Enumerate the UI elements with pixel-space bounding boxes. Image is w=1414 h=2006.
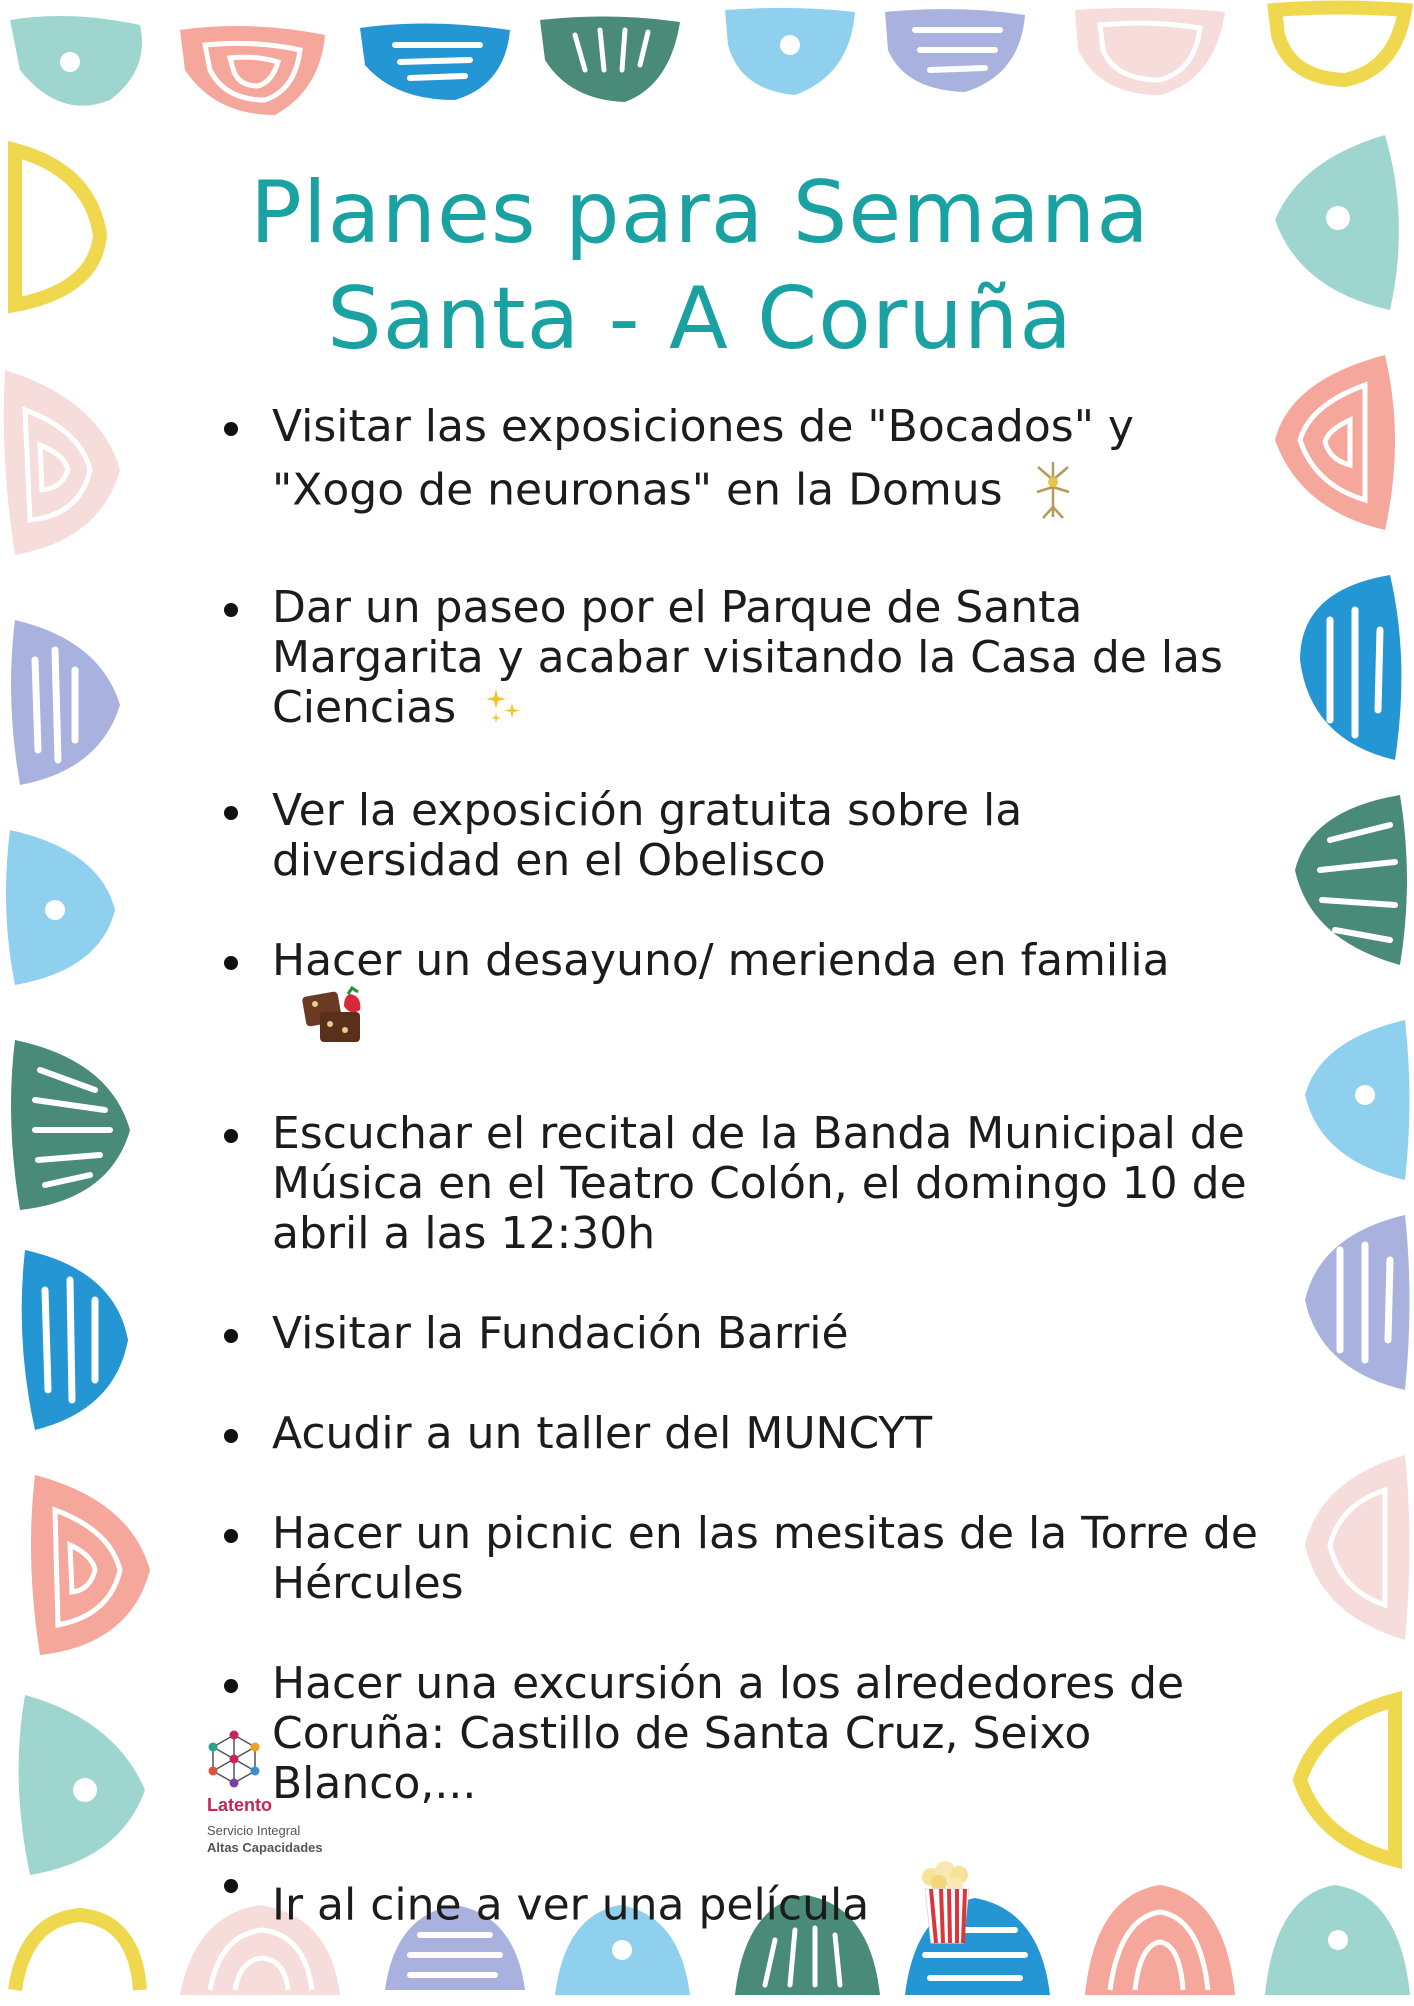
- list-item: [212, 583, 1262, 736]
- bullet: [224, 603, 238, 617]
- plans-list: [212, 402, 1262, 2006]
- shape-blue-top: [360, 23, 510, 100]
- bullet: [224, 1879, 238, 1893]
- list-item: [212, 1659, 1262, 1809]
- logo-name: Latento: [207, 1795, 272, 1815]
- item-text: Hacer una excursión a los alrededores de Coruña: Castillo de Santa Cruz, Seixo Blanco,...: [272, 1657, 1185, 1809]
- bullet: [224, 806, 238, 820]
- bullet: [224, 1129, 238, 1143]
- list-item: [212, 936, 1262, 1059]
- brownie-icon: [300, 986, 370, 1059]
- list-item: [212, 1109, 1262, 1259]
- list-item: [212, 402, 1262, 533]
- sparkles-icon: [486, 685, 522, 736]
- shape-salmon-top: [180, 26, 325, 115]
- item-text: Hacer un desayuno/ merienda en familia: [272, 934, 1170, 986]
- shape-teal-top: [540, 16, 680, 102]
- item-text: Acudir a un taller del MUNCYT: [272, 1407, 933, 1459]
- item-text: Visitar las exposiciones de "Bocados" y "Xogo de neuronas" en la Domus: [272, 401, 1134, 516]
- item-text: Hacer un picnic en las mesitas de la Torre de Hércules: [272, 1507, 1259, 1609]
- page-title: Planes para Semana Santa - A Coruña: [250, 163, 1150, 369]
- bullet: [224, 1679, 238, 1693]
- item-text: Escuchar el recital de la Banda Municipal de Música en el Teatro Colón, el domingo 10 de abril a las 12:30h: [272, 1107, 1247, 1259]
- logo-line-1: Servicio Integral: [207, 1823, 301, 1838]
- bullet: [224, 422, 238, 436]
- item-text: Visitar la Fundación Barrié: [272, 1307, 849, 1359]
- list-item: [212, 1509, 1262, 1609]
- logo: [205, 1730, 263, 1792]
- popcorn-icon: [919, 1859, 975, 1956]
- list-item: [212, 1309, 1262, 1359]
- bullet: [224, 956, 238, 970]
- shape-sky-top: [725, 8, 855, 95]
- shape-pink-top: [1075, 8, 1225, 95]
- list-item: [212, 786, 1262, 886]
- list-item: [212, 1409, 1262, 1459]
- bullet: [224, 1329, 238, 1343]
- item-text: Ir al cine a ver una película: [272, 1879, 870, 1930]
- neuron-icon: [1033, 452, 1073, 533]
- logo-line-2: Altas Capacidades: [207, 1840, 323, 1855]
- list-item: [212, 1859, 1262, 1956]
- item-text: Dar un paseo por el Parque de Santa Margarita y acabar visitando la Casa de las Ciencias: [272, 582, 1223, 733]
- latento-logo-icon: [205, 1730, 263, 1788]
- logo-subtitle: [207, 1822, 323, 1856]
- item-text: Ver la exposición gratuita sobre la diversidad en el Obelisco: [272, 784, 1023, 886]
- shape-lavender-top: [885, 9, 1025, 92]
- bullet: [224, 1529, 238, 1543]
- bullet: [224, 1429, 238, 1443]
- shape-mint-top: [10, 16, 142, 106]
- shape-yellow-top: [1275, 8, 1405, 81]
